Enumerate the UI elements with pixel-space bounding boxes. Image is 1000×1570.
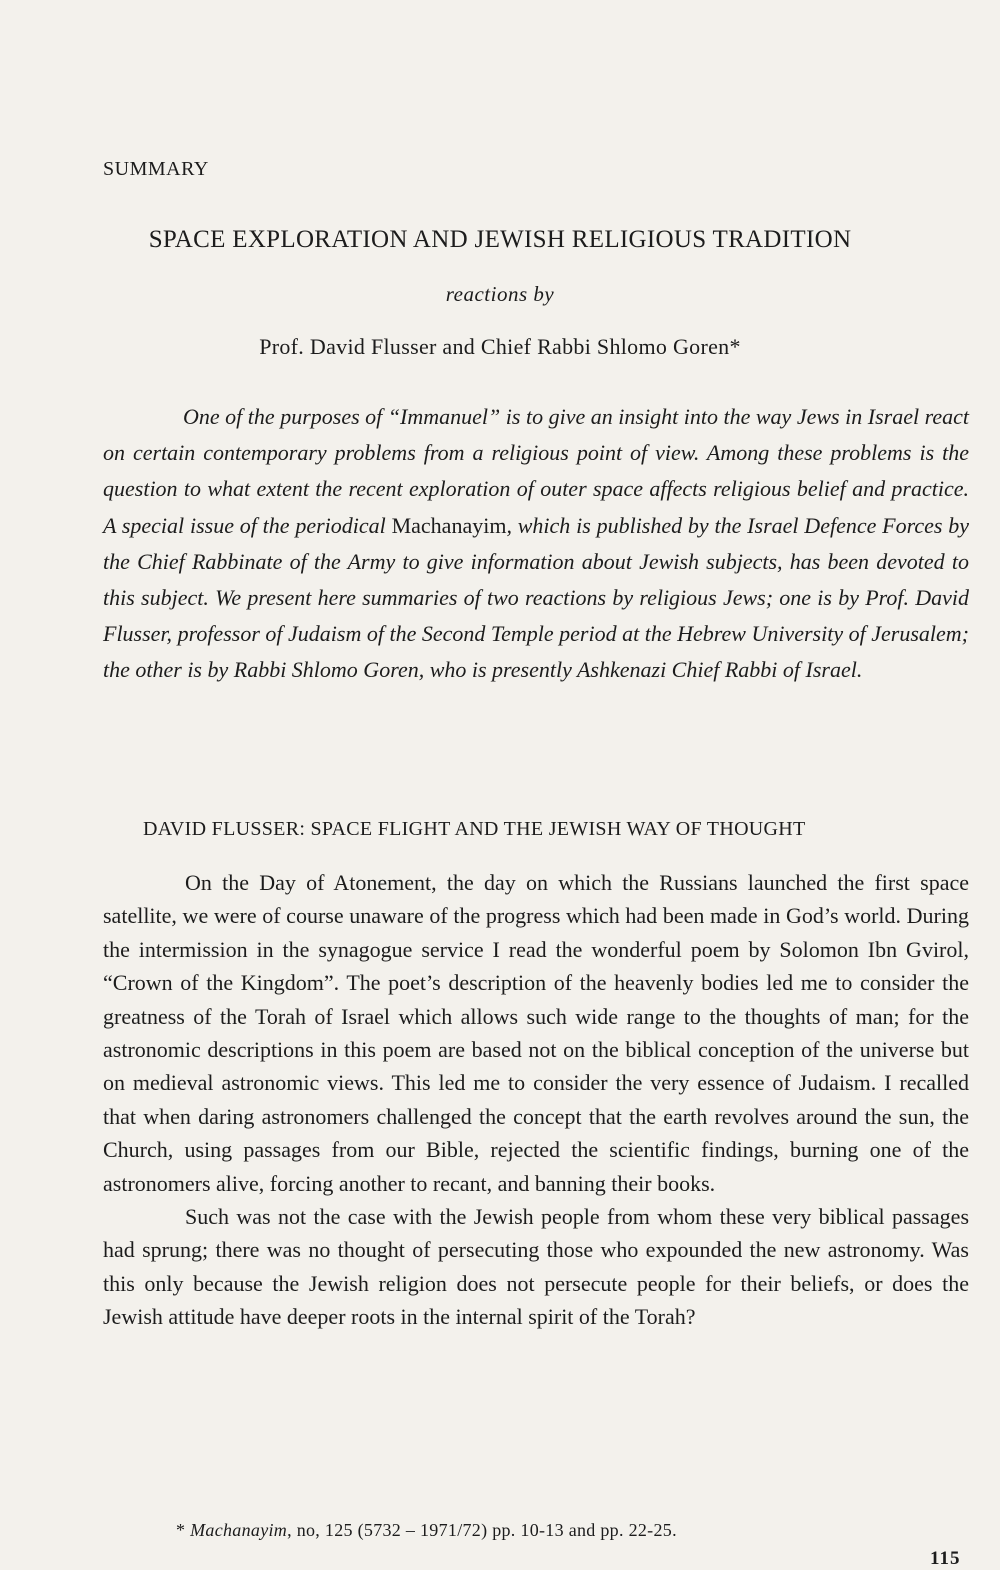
intro-paragraph [103,399,969,689]
body-text [103,866,969,1334]
body-paragraph: Such was not the case with the Jewish people from whom these very biblical passages had sprung; there was no thought of persecuting those who expounded the new astronomy. Was this only because the Jewish religion does not persecute people for their beliefs, or does the Jewish attitude have deeper roots in the internal spirit of the Torah? [103,1204,969,1330]
footnote-source: Machanayim [190,1520,288,1540]
summary-label: SUMMARY [103,158,209,180]
footnote-details: , no, 125 (5732 – 1971/72) pp. 10-13 and pp. 22-25. [287,1520,677,1540]
page-number: 115 [930,1548,961,1569]
article-authors: Prof. David Flusser and Chief Rabbi Shlomo Goren* [259,334,741,359]
article-title: SPACE EXPLORATION AND JEWISH RELIGIOUS TRADITION [148,226,852,253]
article-subtitle: reactions by [445,282,555,306]
intro-text-part2: , which is published by the Israel Defence Forces by the Chief Rabbinate of the Army to give information about Jewish subjects, has been devoted to this subject. We present here summaries of two reactions by religious Jews; one is by Prof. David Flusser, professor of Judaism of the Second Temple period at the Hebrew University of Jerusalem; the other is by Rabbi Shlomo Goren, who is presently Ashkenazi Chief Rabbi of Israel. [103,512,970,683]
footnote [176,1520,677,1541]
intro-text-part1: One of the purposes of “Immanuel” is to give an insight into the way Jews in Israel react on certain contemporary problems from a religious point of view. Among these problems is the question to what extent the recent exploration of outer space affects religious belief and practice. A special issue of the periodical [103,404,969,538]
footnote-marker: * [176,1520,186,1540]
periodical-name: Machanayim [391,512,507,538]
section-heading: DAVID FLUSSER: SPACE FLIGHT AND THE JEWISH WAY OF THOUGHT [143,818,806,840]
body-paragraph: On the Day of Atonement, the day on which the Russians launched the first space satellite, we were of course unaware of the progress which had been made in God’s world. During the intermission in the synagogue service I read the wonderful poem by Solomon Ibn Gvirol, “Crown of the Kingdom”. The poet’s description of the heavenly bodies led me to consider the greatness of the Torah of Israel which allows such wide range to the thoughts of man; for the astronomic descriptions in this poem are based not on the biblical conception of the universe but on medieval astronomic views. This led me to consider the very essence of Judaism. I recalled that when daring astronomers challenged the concept that the earth revolves around the sun, the Church, using passages from our Bible, rejected the scientific findings, burning one of the astronomers alive, forcing another to recant, and banning their books. [103,870,969,1196]
